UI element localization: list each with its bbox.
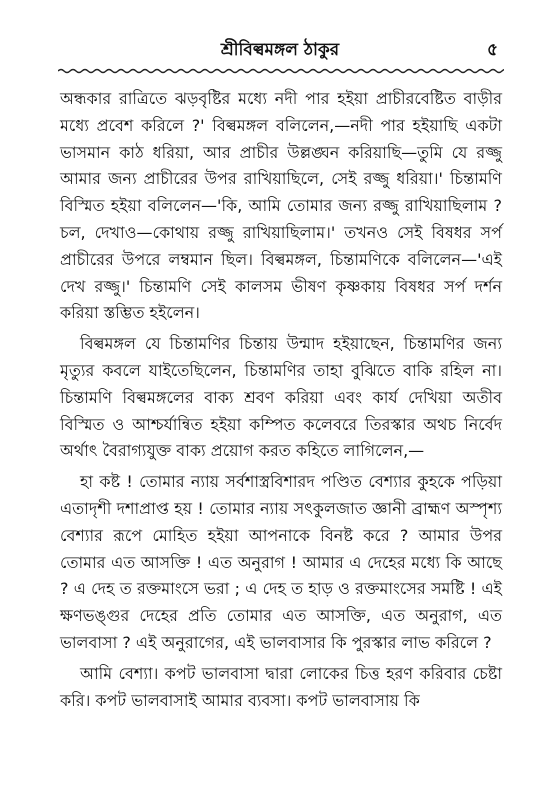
decorative-wavy-rule (58, 66, 504, 76)
paragraph-3: হা কষ্ট ! তোমার ন্যায় সর্বশাস্ত্রবিশারদ পণ্ডিত বেশ্যার কুহকে পড়িয়া এতাদৃশী দশাপ্রাপ্ত হয় ! তোমার ন্যায় সৎকুলজাত জ্ঞানী ব্রাহ্মণ অস্পৃশ্য বেশ্যার রূপে মোহিত হইয়া আপনাকে বিনষ্ট করে ? আমার উপর তোমার এত আসক্তি ! এত অনুরাগ ! আমার এ দেহের মধ্যে কি আছে ? এ দেহ ত রক্তমাংসে ভরা ; এ দেহ ত হাড় ও রক্তমাংসের সমষ্টি ! এই ক্ষণভঙ্গুর দেহের প্রতি তোমার এত আসক্তি, এত অনুরাগ, এত ভালবাসা ? এই অনুরাগের, এই ভালবাসার কি পুরস্কার লাভ করিলে ? (60, 472, 502, 652)
paragraph-4: আমি বেশ্যা। কপট ভালবাসা দ্বারা লোকের চিত্ত হরণ করিবার চেষ্টা করি। কপট ভালবাসাই আমার ব্যবসা। কপট ভালবাসায় কি (60, 663, 502, 710)
paragraph-2: বিল্বমঙ্গল যে চিন্তামণির চিন্তায় উন্মাদ হইয়াছেন, চিন্তামণির জন্য মৃত্যুর কবলে যাইতেছিলেন, চিন্তামণির তাহা বুঝিতে বাকি রহিল না। চিন্তামণি বিল্বমঙ্গলের বাক্য শ্রবণ করিয়া এবং কার্য দেখিয়া অতীব বিস্মিত ও আশ্চর্যান্বিত হইয়া কম্পিত কলেবরে তিরস্কার অথচ নির্বেদ অর্থাৎ বৈরাগ্যযুক্ত বাক্য প্রয়োগ করত কহিতে লাগিলেন,— (60, 334, 502, 461)
running-header (60, 36, 500, 64)
page-number: ৫ (486, 40, 498, 60)
paragraph-1: অন্ধকার রাত্রিতে ঝড়বৃষ্টির মধ্যে নদী পার হইয়া প্রাচীরবেষ্টিত বাড়ীর মধ্যে প্রবেশ করিলে ?' বিল্বমঙ্গল বলিলেন,—নদী পার হইয়াছি একটা ভাসমান কাঠ ধরিয়া, আর প্রাচীর উল্লঙ্ঘন করিয়াছি—তুমি যে রজ্জু আমার জন্য প্রাচীরের উপর রাখিয়াছিলে, সেই রজ্জু ধরিয়া।' চিন্তামণি বিস্মিত হইয়া বলিলেন—'কি, আমি তোমার জন্য রজ্জু রাখিয়াছিলাম ? চল, দেখাও—কোথায় রজ্জু রাখিয়াছিলাম।' তখনও সেই বিষধর সর্প প্রাচীরের উপরে লম্বমান ছিল। বিল্বমঙ্গল, চিন্তামণিকে বলিলেন—'এই দেখ রজ্জু।' চিন্তামণি সেই কালসম ভীষণ কৃষ্ণকায় বিষধর সর্প দর্শন করিয়া স্তম্ভিত হইলেন। (60, 89, 502, 323)
body-text (60, 86, 502, 718)
page-header-title: শ্রীবিল্বমঙ্গল ঠাকুর (220, 40, 340, 60)
